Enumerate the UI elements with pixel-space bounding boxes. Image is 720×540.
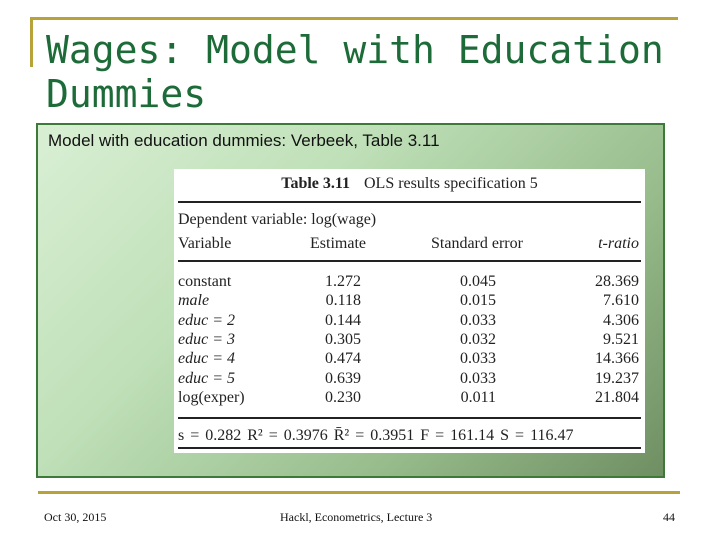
- table-heading: [174, 175, 645, 193]
- standard-error-cell: 0.045: [460, 273, 496, 290]
- variable-cell: male: [178, 292, 210, 310]
- left-frame-line: [30, 17, 33, 67]
- table-row: [178, 292, 641, 311]
- estimate-cell: 0.230: [325, 388, 361, 406]
- panel-caption: Model with education dummies: Verbeek, Table 3.11: [48, 131, 440, 150]
- fit-statistics: s = 0.282 R² = 0.3976 R̄² = 0.3951 F = 161.14 S = 116.47: [178, 427, 574, 444]
- footer-author: Hackl, Econometrics, Lecture 3: [280, 510, 433, 524]
- estimate-cell: 0.305: [325, 330, 361, 348]
- table-top-rule: [178, 201, 641, 203]
- table-row: [178, 312, 641, 331]
- table-row: [178, 331, 641, 350]
- t-ratio-cell: 14.366: [595, 350, 639, 368]
- t-ratio-cell: 9.521: [603, 330, 639, 348]
- table-title: OLS results specification 5: [364, 175, 538, 192]
- estimate-cell: 0.118: [325, 292, 361, 310]
- variable-cell: educ = 3: [178, 330, 235, 348]
- variable-cell: educ = 4: [178, 350, 235, 368]
- regression-table: [174, 169, 645, 453]
- header-variable: Variable: [178, 235, 232, 252]
- table-row: [178, 389, 641, 408]
- table-row: [178, 350, 641, 369]
- footer-date: Oct 30, 2015: [44, 510, 107, 524]
- estimate-cell: 0.639: [325, 369, 361, 387]
- table-end-rule: [178, 447, 641, 449]
- standard-error-cell: 0.011: [460, 388, 496, 406]
- bottom-frame-line: [38, 491, 680, 494]
- page-number: 44: [663, 510, 675, 524]
- content-panel: [36, 123, 665, 478]
- standard-error-cell: 0.033: [460, 311, 496, 329]
- table-bottom-rule: [178, 417, 641, 419]
- variable-cell: constant: [178, 273, 232, 290]
- standard-error-cell: 0.033: [460, 369, 496, 387]
- t-ratio-cell: 21.804: [595, 388, 639, 406]
- estimate-cell: 1.272: [325, 273, 361, 290]
- estimate-cell: 0.474: [325, 350, 361, 368]
- t-ratio-cell: 4.306: [603, 311, 639, 329]
- estimate-cell: 0.144: [325, 311, 361, 329]
- variable-cell: log(exper): [178, 388, 245, 406]
- table-number: Table 3.11: [281, 175, 350, 192]
- variable-cell: educ = 2: [178, 311, 235, 329]
- t-ratio-cell: 7.610: [603, 292, 639, 310]
- variable-cell: educ = 5: [178, 369, 235, 387]
- header-standard-error: Standard error: [431, 235, 523, 252]
- t-ratio-cell: 28.369: [595, 273, 639, 290]
- header-t-ratio: t-ratio: [598, 235, 639, 252]
- header-estimate: Estimate: [310, 235, 366, 252]
- standard-error-cell: 0.015: [460, 292, 496, 310]
- top-frame-line: [30, 17, 678, 20]
- table-row: [178, 273, 641, 292]
- table-row: [178, 370, 641, 389]
- t-ratio-cell: 19.237: [595, 369, 639, 387]
- standard-error-cell: 0.033: [460, 350, 496, 368]
- table-header-row: [178, 235, 641, 254]
- header-rule: [178, 260, 641, 262]
- slide-title: Wages: Model with Education Dummies: [46, 28, 664, 116]
- dependent-variable: Dependent variable: log(wage): [178, 211, 377, 228]
- standard-error-cell: 0.032: [460, 330, 496, 348]
